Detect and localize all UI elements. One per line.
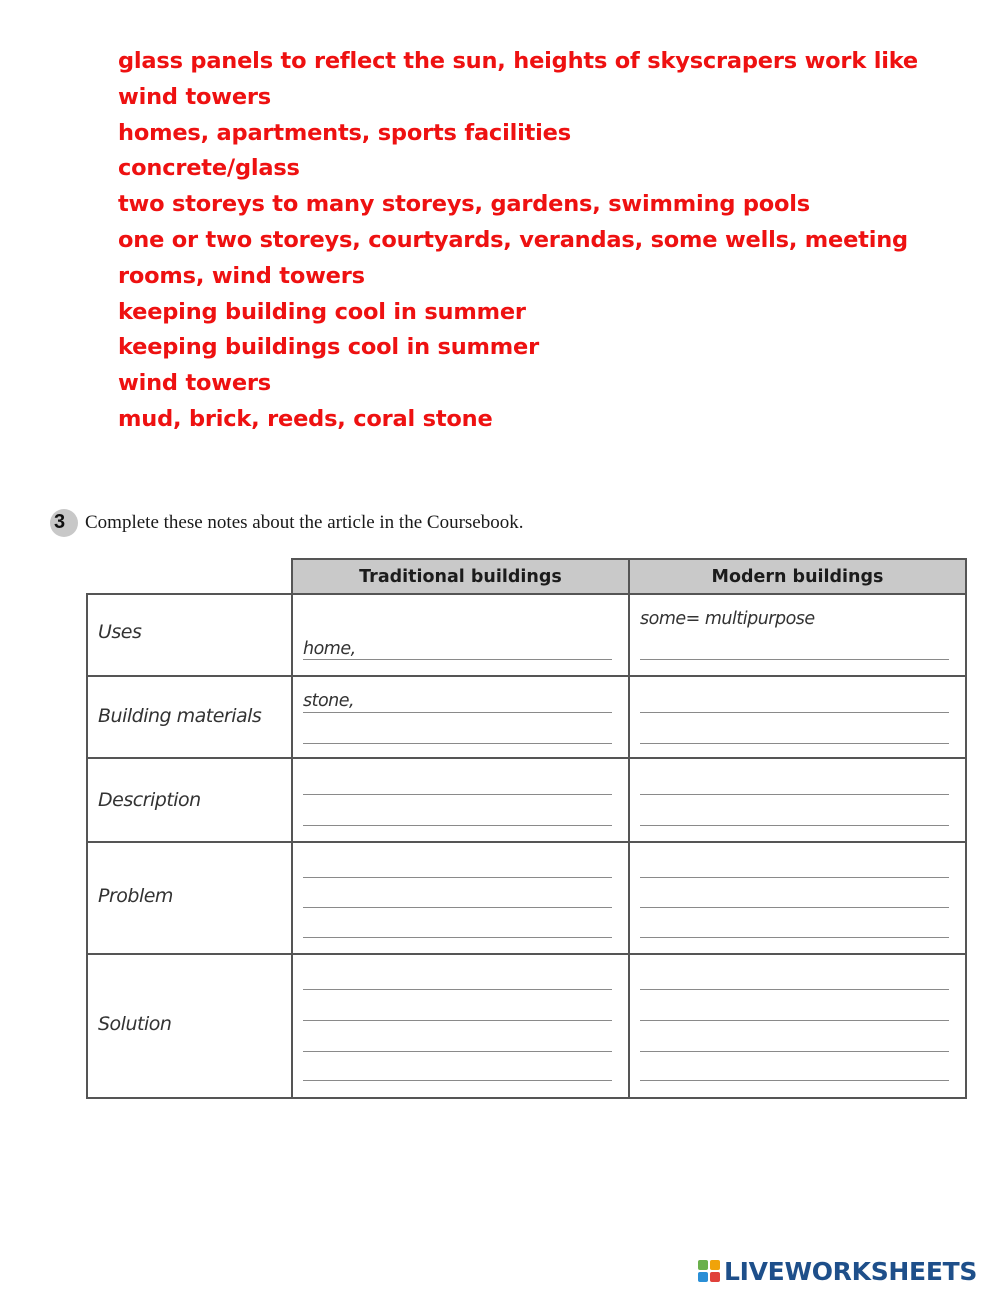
answer-line: two storeys to many storeys, gardens, swimming pools bbox=[118, 191, 811, 218]
row-label-cell bbox=[87, 676, 292, 758]
answer-line: wind towers bbox=[118, 370, 272, 397]
answer-blank[interactable] bbox=[303, 1020, 612, 1021]
answer-line: rooms, wind towers bbox=[118, 262, 365, 289]
notes-table bbox=[86, 558, 967, 1099]
exercise-heading bbox=[50, 508, 523, 538]
answer-line: concrete/glass bbox=[118, 155, 300, 182]
answer-blank[interactable] bbox=[303, 937, 612, 938]
answer-blank[interactable] bbox=[303, 659, 612, 660]
modern-materials-cell[interactable] bbox=[629, 676, 966, 758]
answer-blank[interactable] bbox=[640, 659, 949, 660]
table-corner bbox=[87, 559, 292, 594]
table-row bbox=[87, 676, 966, 758]
liveworksheets-logo-icon bbox=[698, 1260, 720, 1282]
logo-square-icon bbox=[698, 1272, 708, 1282]
answer-line: wind towers bbox=[118, 83, 272, 110]
cell-text: some= multipurpose bbox=[640, 609, 819, 629]
row-label-uses: Uses bbox=[98, 621, 142, 643]
row-label-problem: Problem bbox=[98, 885, 173, 907]
answer-blank[interactable] bbox=[640, 825, 949, 826]
row-label-cell bbox=[87, 758, 292, 842]
answer-blank[interactable] bbox=[303, 907, 612, 908]
answer-blank[interactable] bbox=[303, 825, 612, 826]
answer-line: mud, brick, reeds, coral stone bbox=[118, 405, 493, 432]
answer-blank[interactable] bbox=[303, 1051, 612, 1052]
table-row bbox=[87, 954, 966, 1098]
traditional-description-cell[interactable] bbox=[292, 758, 629, 842]
answer-blank[interactable] bbox=[303, 877, 612, 878]
traditional-solution-cell[interactable] bbox=[292, 954, 629, 1098]
answer-blank[interactable] bbox=[640, 937, 949, 938]
cell-text: stone, bbox=[303, 691, 358, 711]
answer-blank[interactable] bbox=[640, 1051, 949, 1052]
answer-line: glass panels to reflect the sun, heights of skyscrapers work like bbox=[118, 48, 918, 74]
answer-blank[interactable] bbox=[303, 743, 612, 744]
row-label-cell bbox=[87, 842, 292, 954]
answer-blank[interactable] bbox=[640, 989, 949, 990]
row-label-description: Description bbox=[98, 789, 201, 811]
logo-square-icon bbox=[710, 1260, 720, 1270]
answer-blank[interactable] bbox=[640, 877, 949, 878]
answer-line: homes, apartments, sports facilities bbox=[118, 119, 571, 146]
traditional-problem-cell[interactable] bbox=[292, 842, 629, 954]
traditional-uses-cell[interactable] bbox=[292, 594, 629, 676]
modern-uses-cell[interactable] bbox=[629, 594, 966, 676]
answer-list bbox=[118, 44, 918, 438]
logo-square-icon bbox=[698, 1260, 708, 1270]
liveworksheets-logo bbox=[698, 1256, 977, 1286]
header-traditional: Traditional buildings bbox=[292, 559, 629, 594]
exercise-instruction: Complete these notes about the article in the Coursebook. bbox=[85, 512, 524, 533]
table-row bbox=[87, 594, 966, 676]
answer-blank[interactable] bbox=[303, 989, 612, 990]
exercise-number-badge bbox=[50, 509, 78, 537]
traditional-materials-cell[interactable] bbox=[292, 676, 629, 758]
answer-blank[interactable] bbox=[303, 794, 612, 795]
answer-blank[interactable] bbox=[303, 712, 612, 713]
exercise-number: 3 bbox=[54, 511, 66, 533]
answer-line: keeping buildings cool in summer bbox=[118, 334, 539, 361]
answer-blank[interactable] bbox=[640, 712, 949, 713]
modern-description-cell[interactable] bbox=[629, 758, 966, 842]
row-label-building-materials: Building materials bbox=[98, 705, 262, 727]
answer-blank[interactable] bbox=[640, 794, 949, 795]
row-label-cell bbox=[87, 594, 292, 676]
answer-blank[interactable] bbox=[640, 1080, 949, 1081]
answer-line: one or two storeys, courtyards, verandas, some wells, meeting bbox=[118, 226, 908, 253]
table-row bbox=[87, 758, 966, 842]
answer-line: keeping building cool in summer bbox=[118, 298, 526, 325]
row-label-solution: Solution bbox=[98, 1013, 172, 1035]
answer-blank[interactable] bbox=[640, 743, 949, 744]
logo-square-icon bbox=[710, 1272, 720, 1282]
answer-blank[interactable] bbox=[303, 1080, 612, 1081]
modern-solution-cell[interactable] bbox=[629, 954, 966, 1098]
header-modern: Modern buildings bbox=[629, 559, 966, 594]
answer-blank[interactable] bbox=[640, 1020, 949, 1021]
cell-text: home, bbox=[303, 639, 360, 659]
answer-blank[interactable] bbox=[640, 907, 949, 908]
modern-problem-cell[interactable] bbox=[629, 842, 966, 954]
row-label-cell bbox=[87, 954, 292, 1098]
table-row bbox=[87, 842, 966, 954]
logo-text: LIVEWORKSHEETS bbox=[724, 1256, 978, 1286]
